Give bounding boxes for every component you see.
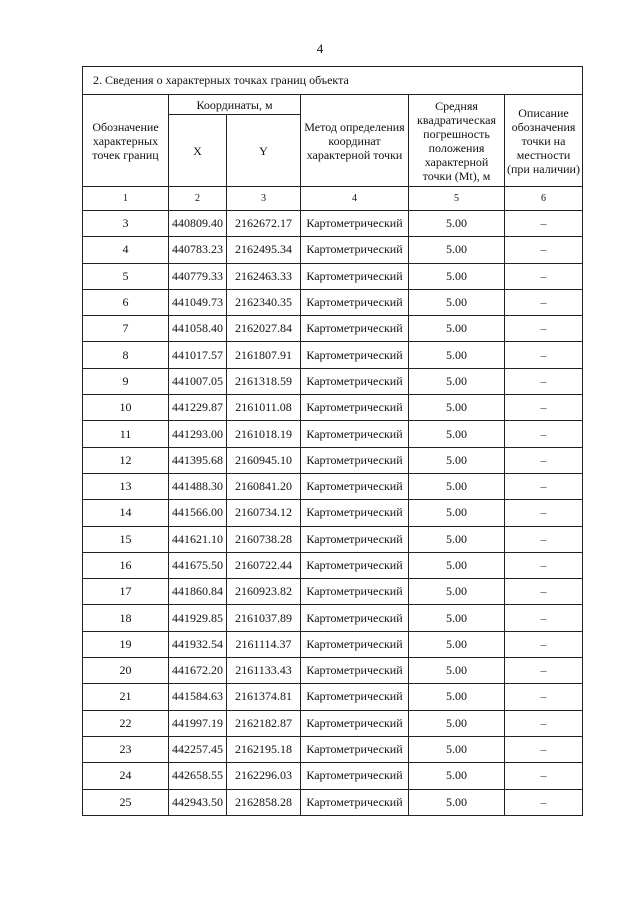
cell-error: 5.00 <box>409 605 505 631</box>
table-row <box>83 631 583 657</box>
cell-description: – <box>505 447 583 473</box>
table-row <box>83 789 583 815</box>
cell-y: 2161114.37 <box>227 631 301 657</box>
cell-method: Картометрический <box>301 763 409 789</box>
cell-x: 441229.87 <box>169 395 227 421</box>
cell-x: 441058.40 <box>169 316 227 342</box>
cell-point: 25 <box>83 789 169 815</box>
cell-x: 441007.05 <box>169 368 227 394</box>
section-title: 2. Сведения о характерных точках границ объекта <box>83 67 583 95</box>
cell-point: 18 <box>83 605 169 631</box>
cell-method: Картометрический <box>301 447 409 473</box>
table-row <box>83 605 583 631</box>
header-description: Описание обозначения точки на местности (при наличии) <box>505 95 583 187</box>
cell-x: 442943.50 <box>169 789 227 815</box>
cell-description: – <box>505 211 583 237</box>
cell-point: 10 <box>83 395 169 421</box>
cell-error: 5.00 <box>409 500 505 526</box>
cell-x: 441672.20 <box>169 658 227 684</box>
cell-point: 13 <box>83 473 169 499</box>
cell-error: 5.00 <box>409 447 505 473</box>
cell-method: Картометрический <box>301 473 409 499</box>
cell-point: 8 <box>83 342 169 368</box>
cell-method: Картометрический <box>301 631 409 657</box>
table-row <box>83 579 583 605</box>
cell-error: 5.00 <box>409 763 505 789</box>
cell-point: 23 <box>83 736 169 762</box>
cell-point: 24 <box>83 763 169 789</box>
cell-x: 441395.68 <box>169 447 227 473</box>
cell-method: Картометрический <box>301 289 409 315</box>
cell-error: 5.00 <box>409 342 505 368</box>
header-point: Обозначение характерных точек границ <box>83 95 169 187</box>
cell-x: 442658.55 <box>169 763 227 789</box>
cell-error: 5.00 <box>409 789 505 815</box>
column-number: 4 <box>301 187 409 211</box>
cell-y: 2161807.91 <box>227 342 301 368</box>
cell-y: 2161011.08 <box>227 395 301 421</box>
cell-x: 441049.73 <box>169 289 227 315</box>
header-row <box>83 95 583 115</box>
cell-error: 5.00 <box>409 421 505 447</box>
cell-x: 441488.30 <box>169 473 227 499</box>
table-row <box>83 736 583 762</box>
cell-x: 441997.19 <box>169 710 227 736</box>
cell-method: Картометрический <box>301 552 409 578</box>
cell-y: 2160734.12 <box>227 500 301 526</box>
cell-method: Картометрический <box>301 500 409 526</box>
cell-error: 5.00 <box>409 526 505 552</box>
cell-error: 5.00 <box>409 658 505 684</box>
cell-y: 2161374.81 <box>227 684 301 710</box>
cell-method: Картометрический <box>301 710 409 736</box>
cell-error: 5.00 <box>409 395 505 421</box>
cell-point: 20 <box>83 658 169 684</box>
boundary-points-table <box>82 66 583 816</box>
column-number-row <box>83 187 583 211</box>
cell-method: Картометрический <box>301 605 409 631</box>
header-y: Y <box>227 115 301 187</box>
cell-y: 2162672.17 <box>227 211 301 237</box>
table-row <box>83 684 583 710</box>
cell-error: 5.00 <box>409 473 505 499</box>
header-error: Средняя квадратическая погрешность положения характерной точки (Mt), м <box>409 95 505 187</box>
table-row <box>83 395 583 421</box>
header-coordinates: Координаты, м <box>169 95 301 115</box>
cell-method: Картометрический <box>301 736 409 762</box>
cell-description: – <box>505 710 583 736</box>
cell-point: 3 <box>83 211 169 237</box>
cell-method: Картометрический <box>301 789 409 815</box>
column-number: 3 <box>227 187 301 211</box>
cell-x: 440783.23 <box>169 237 227 263</box>
table-row <box>83 500 583 526</box>
cell-point: 17 <box>83 579 169 605</box>
cell-method: Картометрический <box>301 368 409 394</box>
table-row <box>83 526 583 552</box>
cell-y: 2162340.35 <box>227 289 301 315</box>
cell-error: 5.00 <box>409 237 505 263</box>
cell-y: 2160923.82 <box>227 579 301 605</box>
cell-description: – <box>505 395 583 421</box>
cell-error: 5.00 <box>409 579 505 605</box>
cell-x: 441932.54 <box>169 631 227 657</box>
cell-description: – <box>505 631 583 657</box>
cell-x: 441017.57 <box>169 342 227 368</box>
cell-method: Картометрический <box>301 684 409 710</box>
cell-error: 5.00 <box>409 552 505 578</box>
cell-description: – <box>505 579 583 605</box>
cell-method: Картометрический <box>301 342 409 368</box>
cell-x: 441584.63 <box>169 684 227 710</box>
cell-method: Картометрический <box>301 579 409 605</box>
cell-error: 5.00 <box>409 368 505 394</box>
cell-y: 2162463.33 <box>227 263 301 289</box>
cell-point: 19 <box>83 631 169 657</box>
cell-error: 5.00 <box>409 736 505 762</box>
cell-method: Картометрический <box>301 211 409 237</box>
cell-point: 15 <box>83 526 169 552</box>
header-x: X <box>169 115 227 187</box>
column-number: 2 <box>169 187 227 211</box>
cell-description: – <box>505 421 583 447</box>
cell-point: 11 <box>83 421 169 447</box>
cell-point: 9 <box>83 368 169 394</box>
cell-error: 5.00 <box>409 316 505 342</box>
table-row <box>83 421 583 447</box>
cell-point: 4 <box>83 237 169 263</box>
cell-y: 2161018.19 <box>227 421 301 447</box>
cell-point: 6 <box>83 289 169 315</box>
cell-point: 7 <box>83 316 169 342</box>
cell-description: – <box>505 473 583 499</box>
cell-y: 2160945.10 <box>227 447 301 473</box>
cell-x: 441860.84 <box>169 579 227 605</box>
cell-error: 5.00 <box>409 211 505 237</box>
cell-description: – <box>505 789 583 815</box>
cell-y: 2161133.43 <box>227 658 301 684</box>
cell-error: 5.00 <box>409 289 505 315</box>
table-row <box>83 658 583 684</box>
cell-description: – <box>505 552 583 578</box>
cell-y: 2160722.44 <box>227 552 301 578</box>
header-method: Метод определения координат характерной точки <box>301 95 409 187</box>
cell-description: – <box>505 684 583 710</box>
cell-error: 5.00 <box>409 710 505 736</box>
table-row <box>83 552 583 578</box>
cell-y: 2162195.18 <box>227 736 301 762</box>
cell-point: 16 <box>83 552 169 578</box>
table-row <box>83 211 583 237</box>
cell-y: 2161318.59 <box>227 368 301 394</box>
cell-y: 2162858.28 <box>227 789 301 815</box>
table-row <box>83 368 583 394</box>
cell-description: – <box>505 605 583 631</box>
table-row <box>83 237 583 263</box>
cell-y: 2162027.84 <box>227 316 301 342</box>
cell-method: Картометрический <box>301 658 409 684</box>
cell-y: 2162495.34 <box>227 237 301 263</box>
cell-x: 441675.50 <box>169 552 227 578</box>
column-number: 6 <box>505 187 583 211</box>
cell-x: 442257.45 <box>169 736 227 762</box>
cell-method: Картометрический <box>301 263 409 289</box>
table-row <box>83 763 583 789</box>
cell-point: 14 <box>83 500 169 526</box>
cell-y: 2162182.87 <box>227 710 301 736</box>
cell-method: Картометрический <box>301 526 409 552</box>
cell-description: – <box>505 368 583 394</box>
cell-error: 5.00 <box>409 684 505 710</box>
cell-description: – <box>505 342 583 368</box>
table-row <box>83 316 583 342</box>
page-number: 4 <box>316 41 324 56</box>
table-row <box>83 263 583 289</box>
table-row <box>83 289 583 315</box>
cell-description: – <box>505 263 583 289</box>
cell-description: – <box>505 658 583 684</box>
cell-method: Картометрический <box>301 316 409 342</box>
column-number: 1 <box>83 187 169 211</box>
cell-x: 441566.00 <box>169 500 227 526</box>
cell-error: 5.00 <box>409 263 505 289</box>
cell-x: 441293.00 <box>169 421 227 447</box>
cell-description: – <box>505 237 583 263</box>
cell-point: 22 <box>83 710 169 736</box>
section-title-row <box>83 67 583 95</box>
cell-method: Картометрический <box>301 421 409 447</box>
cell-x: 441929.85 <box>169 605 227 631</box>
cell-y: 2160738.28 <box>227 526 301 552</box>
table-row <box>83 447 583 473</box>
table-row <box>83 473 583 499</box>
table-row <box>83 710 583 736</box>
cell-description: – <box>505 736 583 762</box>
cell-x: 441621.10 <box>169 526 227 552</box>
cell-x: 440809.40 <box>169 211 227 237</box>
cell-description: – <box>505 763 583 789</box>
cell-description: – <box>505 526 583 552</box>
cell-y: 2161037.89 <box>227 605 301 631</box>
cell-description: – <box>505 500 583 526</box>
cell-description: – <box>505 289 583 315</box>
column-number: 5 <box>409 187 505 211</box>
cell-error: 5.00 <box>409 631 505 657</box>
cell-x: 440779.33 <box>169 263 227 289</box>
cell-y: 2160841.20 <box>227 473 301 499</box>
cell-method: Картометрический <box>301 395 409 421</box>
table-row <box>83 342 583 368</box>
cell-description: – <box>505 316 583 342</box>
cell-y: 2162296.03 <box>227 763 301 789</box>
cell-method: Картометрический <box>301 237 409 263</box>
cell-point: 5 <box>83 263 169 289</box>
cell-point: 21 <box>83 684 169 710</box>
cell-point: 12 <box>83 447 169 473</box>
